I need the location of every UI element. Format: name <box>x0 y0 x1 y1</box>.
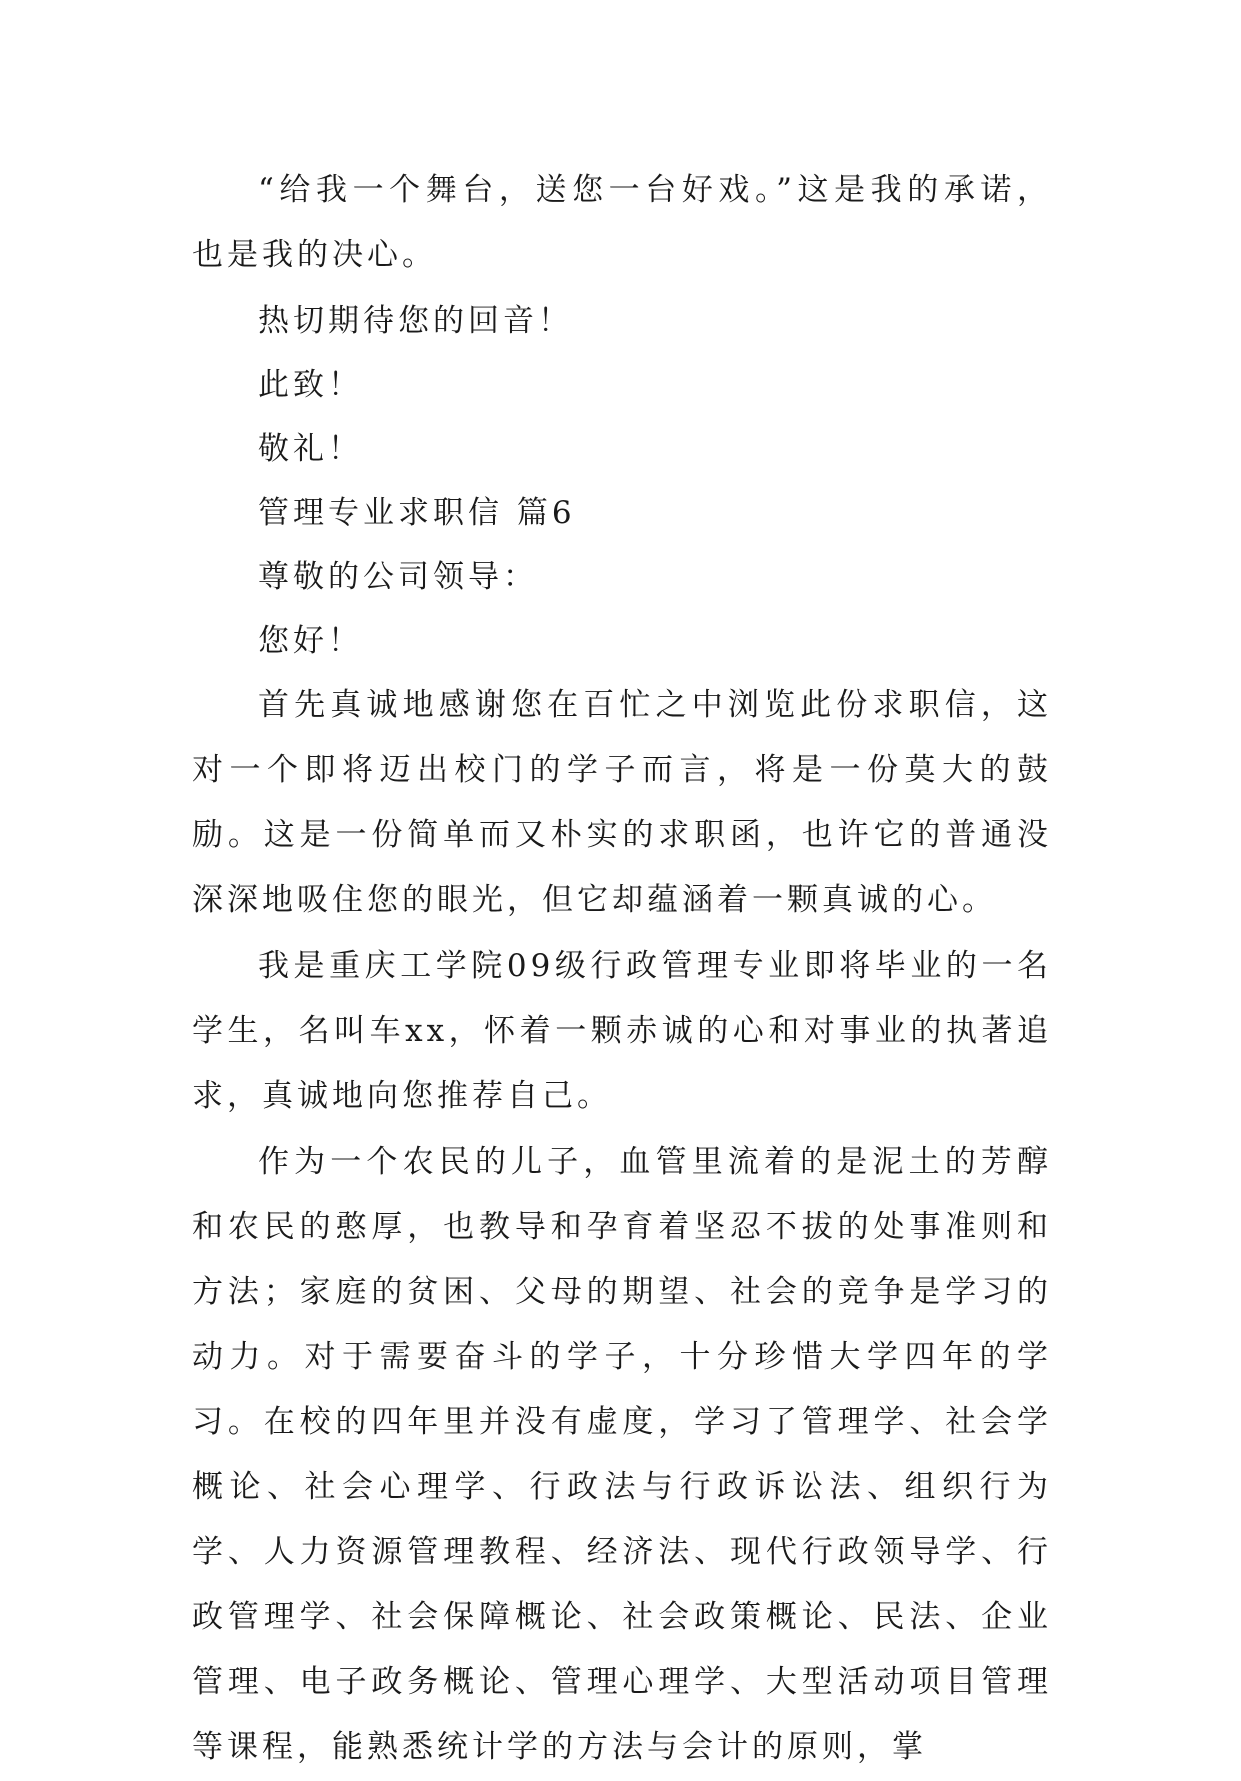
paragraph-background: 作为一个农民的儿子，血管里流着的是泥土的芳醇和农民的憨厚，也教导和孕育着坚忍不拔的处事准则和方法；家庭的贫困、父母的期望、社会的竞争是学习的动力。对于需要奋斗的学子，十分珍惜大学四年的学习。在校的四年里并没有虚度，学习了管理学、社会学概论、社会心理学、行政法与行政诉讼法、组织行为学、人力资源管理教程、经济法、现代行政领导学、行政管理学、社会保障概论、社会政策概论、民法、企业管理、电子政务概论、管理心理学、大型活动项目管理等课程，能熟悉统计学的方法与会计的原则，掌 <box>192 1144 1052 1765</box>
paragraph-salutation: 敬礼！ <box>258 431 363 467</box>
paragraph-introduction: 首先真诚地感谢您在百忙之中浏览此份求职信，这对一个即将迈出校门的学子而言，将是一份莫大的鼓励。这是一份简单而又朴实的求职函，也许它的普通没深深地吸住您的眼光，但它却蕴涵着一颗真诚的心。 <box>192 687 1052 918</box>
section-heading: 管理专业求职信 篇6 <box>258 495 576 531</box>
paragraph-looking-forward: 热切期待您的回音！ <box>258 303 573 339</box>
paragraph-promise: “给我一个舞台，送您一台好戏。”这是我的承诺，也是我的决心。 <box>192 172 1052 273</box>
paragraph-closing-greeting: 此致！ <box>258 367 363 403</box>
paragraph-self-recommendation: 我是重庆工学院09级行政管理专业即将毕业的一名学生，名叫车xx，怀着一颗赤诚的心和对事业的执著追求，真诚地向您推荐自己。 <box>192 948 1052 1114</box>
document-body <box>192 158 1052 1781</box>
letter-addressee: 尊敬的公司领导： <box>258 559 538 595</box>
letter-greeting: 您好！ <box>258 623 363 659</box>
